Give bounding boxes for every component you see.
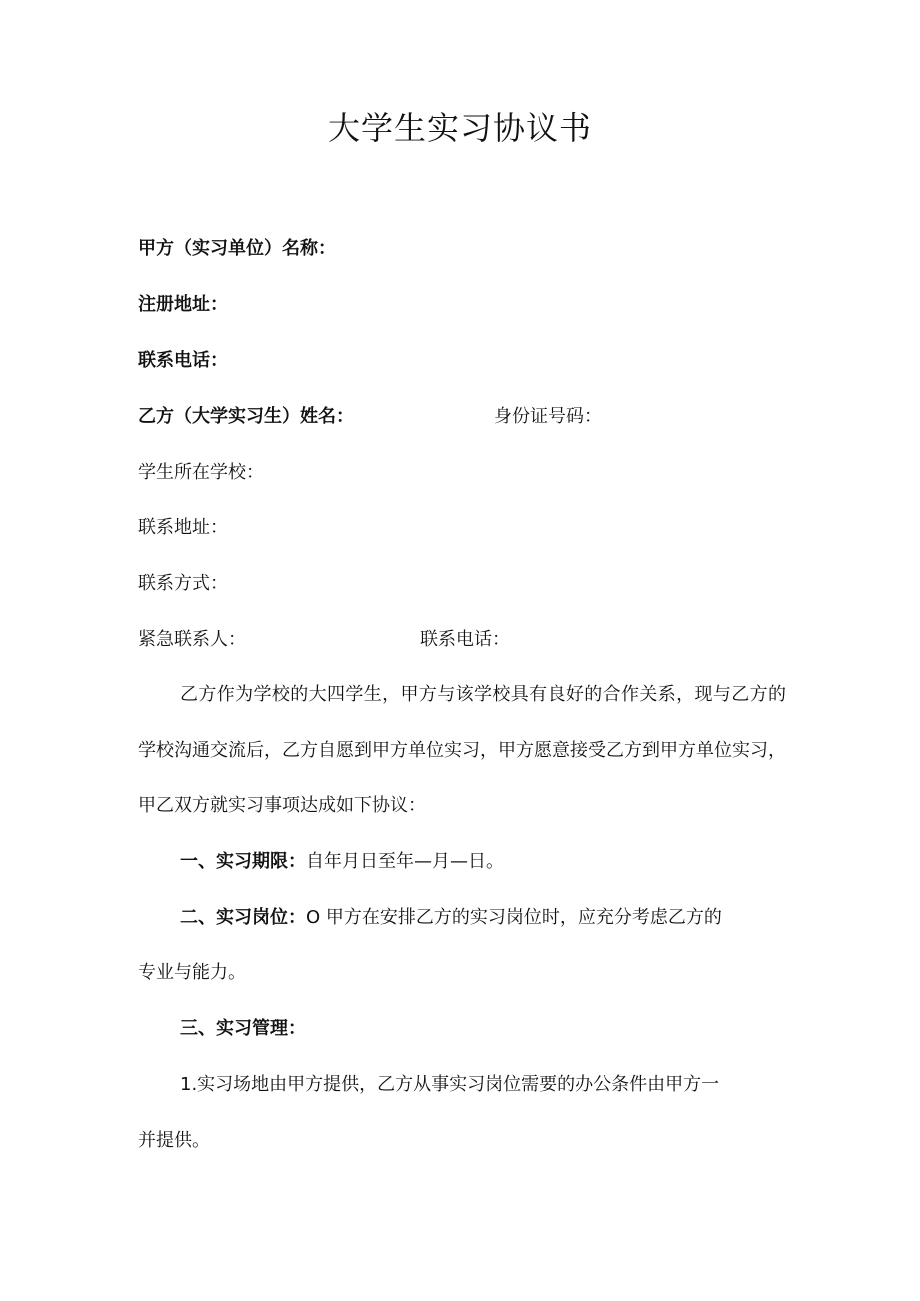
party-a-address-label: 注册地址：	[138, 294, 228, 315]
party-a-phone-label: 联系电话：	[138, 350, 228, 371]
intro-paragraph: 乙方作为学校的大四学生，甲方与该学校具有良好的合作关系，现与乙方的学校沟通交流后，乙方自愿到甲方单位实习，甲方愿意接受乙方到甲方单位实习，甲乙双方就实习事项达成如下协议：	[138, 684, 786, 817]
party-b-name-label: 乙方（大学实习生）姓名：	[138, 406, 354, 427]
document-title: 大学生实习协议书	[327, 109, 592, 147]
clause-term-text: 自年月日至年—月—日。	[306, 851, 504, 872]
party-a-name-label: 甲方（实习单位）名称：	[138, 238, 336, 259]
clause-position-continuation: 专业与能力。	[138, 962, 246, 983]
clause-management-heading: 三、实习管理：	[180, 1018, 306, 1039]
emergency-contact-label: 紧急联系人：	[138, 629, 246, 650]
party-b-contact-label: 联系方式：	[138, 573, 228, 594]
clause-term-heading: 一、实习期限：	[180, 851, 306, 872]
clause-term	[180, 849, 504, 875]
item-1-line: 1.实习场地由甲方提供，乙方从事实习岗位需要的办公条件由甲方一	[180, 1074, 720, 1095]
clause-position-text: O 甲方在安排乙方的实习岗位时，应充分考虑乙方的	[306, 907, 722, 928]
party-b-id-label: 身份证号码：	[494, 406, 602, 427]
clause-position-heading: 二、实习岗位：	[180, 907, 306, 928]
clause-position	[180, 905, 722, 931]
party-b-school-label: 学生所在学校：	[138, 462, 264, 483]
item-1-continuation: 并提供。	[138, 1130, 210, 1151]
party-b-address-label: 联系地址：	[138, 517, 228, 538]
emergency-phone-label: 联系电话：	[420, 629, 510, 650]
